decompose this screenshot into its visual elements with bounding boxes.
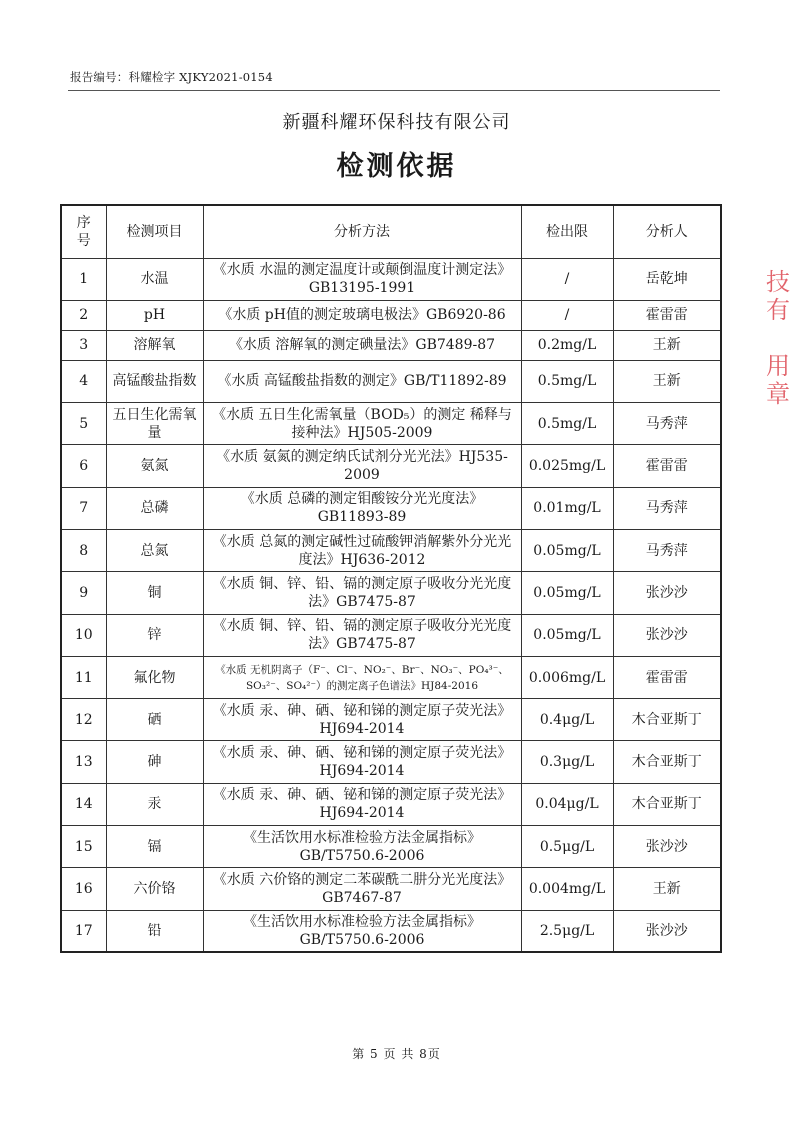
- cell-limit: /: [521, 300, 613, 330]
- seal-text: 用章: [766, 352, 790, 408]
- cell-method: 《水质 汞、砷、硒、铋和锑的测定原子荧光法》HJ694-2014: [203, 741, 521, 783]
- cell-analyst: 张沙沙: [613, 572, 721, 614]
- cell-limit: 0.4μg/L: [521, 699, 613, 741]
- cell-limit: 0.05mg/L: [521, 529, 613, 571]
- cell-analyst: 霍雷雷: [613, 445, 721, 487]
- cell-method: 《水质 铜、锌、铅、镉的测定原子吸收分光光度法》GB7475-87: [203, 614, 521, 656]
- cell-method: 《水质 氨氮的测定纳氏试剂分光光法》HJ535-2009: [203, 445, 521, 487]
- column-header-method: 分析方法: [203, 205, 521, 258]
- cell-item: 氟化物: [106, 656, 203, 698]
- cell-analyst: 王新: [613, 868, 721, 910]
- cell-limit: 0.5mg/L: [521, 360, 613, 402]
- cell-no: 2: [61, 300, 106, 330]
- cell-limit: 0.05mg/L: [521, 572, 613, 614]
- header-divider: [68, 90, 720, 91]
- cell-method: 《生活饮用水标准检验方法金属指标》GB/T5750.6-2006: [203, 826, 521, 868]
- cell-analyst: 木合亚斯丁: [613, 741, 721, 783]
- cell-analyst: 马秀萍: [613, 529, 721, 571]
- cell-no: 16: [61, 868, 106, 910]
- cell-limit: 0.2mg/L: [521, 330, 613, 360]
- column-header-analyst: 分析人: [613, 205, 721, 258]
- cell-analyst: 马秀萍: [613, 403, 721, 445]
- company-seal: [766, 352, 793, 408]
- cell-item: pH: [106, 300, 203, 330]
- cell-method: 《水质 pH值的测定玻璃电极法》GB6920-86: [203, 300, 521, 330]
- cell-limit: 0.004mg/L: [521, 868, 613, 910]
- cell-item: 水温: [106, 258, 203, 300]
- cell-no: 17: [61, 910, 106, 952]
- page-number: 第 5 页 共 8页: [352, 1047, 441, 1061]
- column-header-limit: 检出限: [521, 205, 613, 258]
- table-row: [61, 330, 721, 360]
- cell-no: 6: [61, 445, 106, 487]
- cell-no: 14: [61, 783, 106, 825]
- cell-method: 《水质 五日生化需氧量（BOD₅）的测定 稀释与接种法》HJ505-2009: [203, 403, 521, 445]
- cell-item: 硒: [106, 699, 203, 741]
- cell-no: 7: [61, 487, 106, 529]
- cell-limit: 0.5μg/L: [521, 826, 613, 868]
- cell-item: 溶解氧: [106, 330, 203, 360]
- cell-item: 汞: [106, 783, 203, 825]
- company-name: 新疆科耀环保科技有限公司: [282, 112, 511, 133]
- table-row: [61, 910, 721, 952]
- cell-no: 5: [61, 403, 106, 445]
- column-header-no: 序号: [61, 205, 106, 258]
- cell-no: 9: [61, 572, 106, 614]
- cell-no: 10: [61, 614, 106, 656]
- cell-method: 《水质 总氮的测定碱性过硫酸钾消解紫外分光光度法》HJ636-2012: [203, 529, 521, 571]
- table-row: [61, 868, 721, 910]
- cell-item: 六价铬: [106, 868, 203, 910]
- cell-method: 《水质 汞、砷、硒、铋和锑的测定原子荧光法》HJ694-2014: [203, 699, 521, 741]
- cell-item: 总氮: [106, 529, 203, 571]
- table-row: [61, 614, 721, 656]
- table-body: [61, 258, 721, 952]
- table-header-row: [61, 205, 721, 258]
- cell-no: 13: [61, 741, 106, 783]
- table-row: [61, 741, 721, 783]
- page-title: 检测依据: [336, 151, 457, 182]
- cell-no: 11: [61, 656, 106, 698]
- cell-method: 《水质 高锰酸盐指数的测定》GB/T11892-89: [203, 360, 521, 402]
- table-row: [61, 783, 721, 825]
- table-row: [61, 360, 721, 402]
- cell-no: 4: [61, 360, 106, 402]
- cell-limit: 0.5mg/L: [521, 403, 613, 445]
- cell-analyst: 王新: [613, 330, 721, 360]
- table-row: [61, 300, 721, 330]
- cell-analyst: 霍雷雷: [613, 300, 721, 330]
- cell-analyst: 霍雷雷: [613, 656, 721, 698]
- cell-method: 《水质 六价铬的测定二苯碳酰二肼分光光度法》GB7467-87: [203, 868, 521, 910]
- seal-text: 技有: [766, 268, 790, 324]
- report-number: 报告编号：科耀检字 XJKY2021-0154: [70, 70, 273, 84]
- cell-limit: /: [521, 258, 613, 300]
- cell-item: 锌: [106, 614, 203, 656]
- table-row: [61, 487, 721, 529]
- company-seal: [766, 268, 793, 324]
- cell-analyst: 木合亚斯丁: [613, 699, 721, 741]
- cell-analyst: 王新: [613, 360, 721, 402]
- cell-method: 《水质 溶解氧的测定碘量法》GB7489-87: [203, 330, 521, 360]
- cell-no: 12: [61, 699, 106, 741]
- cell-no: 15: [61, 826, 106, 868]
- cell-analyst: 张沙沙: [613, 910, 721, 952]
- cell-limit: 0.05mg/L: [521, 614, 613, 656]
- cell-item: 氨氮: [106, 445, 203, 487]
- cell-item: 砷: [106, 741, 203, 783]
- testing-basis-table: [60, 204, 722, 953]
- cell-analyst: 岳乾坤: [613, 258, 721, 300]
- cell-item: 总磷: [106, 487, 203, 529]
- cell-no: 8: [61, 529, 106, 571]
- cell-limit: 0.04μg/L: [521, 783, 613, 825]
- cell-method: 《水质 无机阴离子（F⁻、Cl⁻、NO₂⁻、Br⁻、NO₃⁻、PO₄³⁻、SO₃²⁻、SO₄²⁻）的测定离子色谱法》HJ84-2016: [203, 656, 521, 698]
- cell-item: 五日生化需氧量: [106, 403, 203, 445]
- table-row: [61, 445, 721, 487]
- cell-analyst: 张沙沙: [613, 614, 721, 656]
- cell-limit: 0.3μg/L: [521, 741, 613, 783]
- cell-analyst: 木合亚斯丁: [613, 783, 721, 825]
- table-row: [61, 529, 721, 571]
- cell-analyst: 马秀萍: [613, 487, 721, 529]
- table-row: [61, 258, 721, 300]
- cell-method: 《水质 汞、砷、硒、铋和锑的测定原子荧光法》HJ694-2014: [203, 783, 521, 825]
- column-header-item: 检测项目: [106, 205, 203, 258]
- cell-method: 《水质 水温的测定温度计或颠倒温度计测定法》GB13195-1991: [203, 258, 521, 300]
- table-row: [61, 403, 721, 445]
- table-row: [61, 699, 721, 741]
- table-row: [61, 656, 721, 698]
- cell-method: 《生活饮用水标准检验方法金属指标》GB/T5750.6-2006: [203, 910, 521, 952]
- cell-item: 铅: [106, 910, 203, 952]
- cell-method: 《水质 总磷的测定钼酸铵分光光度法》GB11893-89: [203, 487, 521, 529]
- cell-analyst: 张沙沙: [613, 826, 721, 868]
- table-row: [61, 826, 721, 868]
- cell-item: 镉: [106, 826, 203, 868]
- cell-limit: 0.025mg/L: [521, 445, 613, 487]
- cell-no: 3: [61, 330, 106, 360]
- cell-limit: 2.5μg/L: [521, 910, 613, 952]
- cell-no: 1: [61, 258, 106, 300]
- cell-method: 《水质 铜、锌、铅、镉的测定原子吸收分光光度法》GB7475-87: [203, 572, 521, 614]
- cell-limit: 0.006mg/L: [521, 656, 613, 698]
- cell-item: 高锰酸盐指数: [106, 360, 203, 402]
- table-row: [61, 572, 721, 614]
- cell-limit: 0.01mg/L: [521, 487, 613, 529]
- cell-item: 铜: [106, 572, 203, 614]
